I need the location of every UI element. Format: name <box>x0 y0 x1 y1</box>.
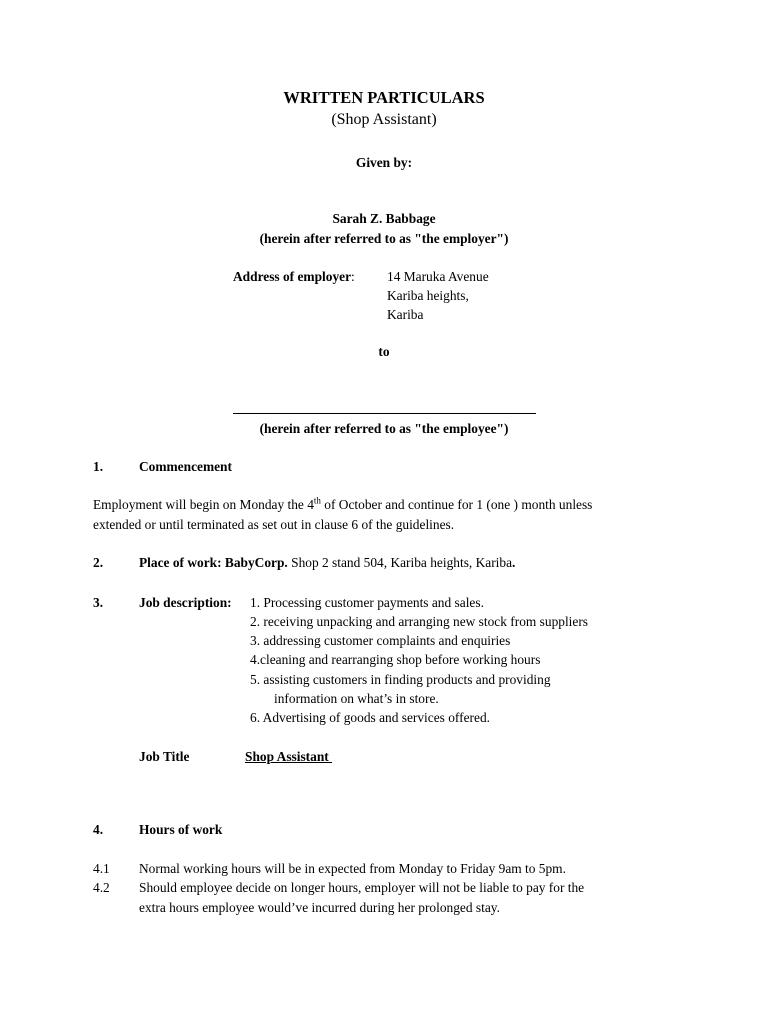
job-duty-item: 2. receiving unpacking and arranging new stock from suppliers <box>250 614 589 629</box>
address-label-row <box>233 267 355 286</box>
clause-number: 4.1 <box>93 861 110 876</box>
job-duty-item: 5. assisting customers in finding products and providing <box>250 672 551 687</box>
job-duty-item: 3. addressing customer complaints and enquiries <box>250 633 511 648</box>
job-title-value: Shop Assistant <box>245 749 333 764</box>
employer-reference: (herein after referred to as "the employer") <box>259 231 509 246</box>
place-of-work-label: Place of work: BabyCorp. <box>139 555 288 570</box>
section-heading-hours-of-work: Hours of work <box>139 822 223 837</box>
place-of-work-period: . <box>512 555 516 570</box>
job-duty-item-continuation: information on what’s in store. <box>274 691 439 706</box>
given-by-label: Given by: <box>355 155 413 170</box>
clause-text: extra hours employee would’ve incurred during her prolonged stay. <box>139 900 500 915</box>
document-subtitle: (Shop Assistant) <box>331 111 437 128</box>
address-line: Kariba <box>387 307 424 322</box>
employee-signature-line <box>233 413 536 414</box>
section-number: 1. <box>93 459 104 474</box>
job-title-label: Job Title <box>139 749 190 764</box>
place-of-work-value: Shop 2 stand 504, Kariba heights, Kariba <box>287 555 513 570</box>
clause-number: 4.2 <box>93 880 110 895</box>
job-duty-item: 4.cleaning and rearranging shop before working hours <box>250 652 541 667</box>
job-duty-item: 1. Processing customer payments and sales. <box>250 595 484 610</box>
section-number: 4. <box>93 822 104 837</box>
ordinal-suffix: th <box>313 495 321 506</box>
employee-reference: (herein after referred to as "the employee") <box>259 421 509 436</box>
section-number: 2. <box>93 555 104 570</box>
employer-name: Sarah Z. Babbage <box>332 211 436 226</box>
place-of-work-line <box>139 553 515 572</box>
clause-text: Normal working hours will be in expected from Monday to Friday 9am to 5pm. <box>139 861 566 876</box>
commencement-text-line: extended or until terminated as set out in clause 6 of the guidelines. <box>93 517 455 532</box>
section-heading-commencement: Commencement <box>139 459 232 474</box>
address-line: 14 Maruka Avenue <box>387 269 489 284</box>
address-line: Kariba heights, <box>387 288 469 303</box>
address-label: Address of employer <box>233 269 352 284</box>
commencement-text-part: of October and continue for 1 (one ) month unless <box>320 497 593 512</box>
commencement-text-line <box>93 495 592 514</box>
to-label: to <box>378 344 390 359</box>
job-description-label: Job description: <box>139 595 232 610</box>
clause-text: Should employee decide on longer hours, employer will not be liable to pay for the <box>139 880 585 895</box>
job-duty-item: 6. Advertising of goods and services offered. <box>250 710 490 725</box>
document-title: WRITTEN PARTICULARS <box>283 88 485 107</box>
address-colon: : <box>351 269 355 284</box>
commencement-text-part: Employment will begin on Monday the 4 <box>93 497 314 512</box>
section-number: 3. <box>93 595 104 610</box>
